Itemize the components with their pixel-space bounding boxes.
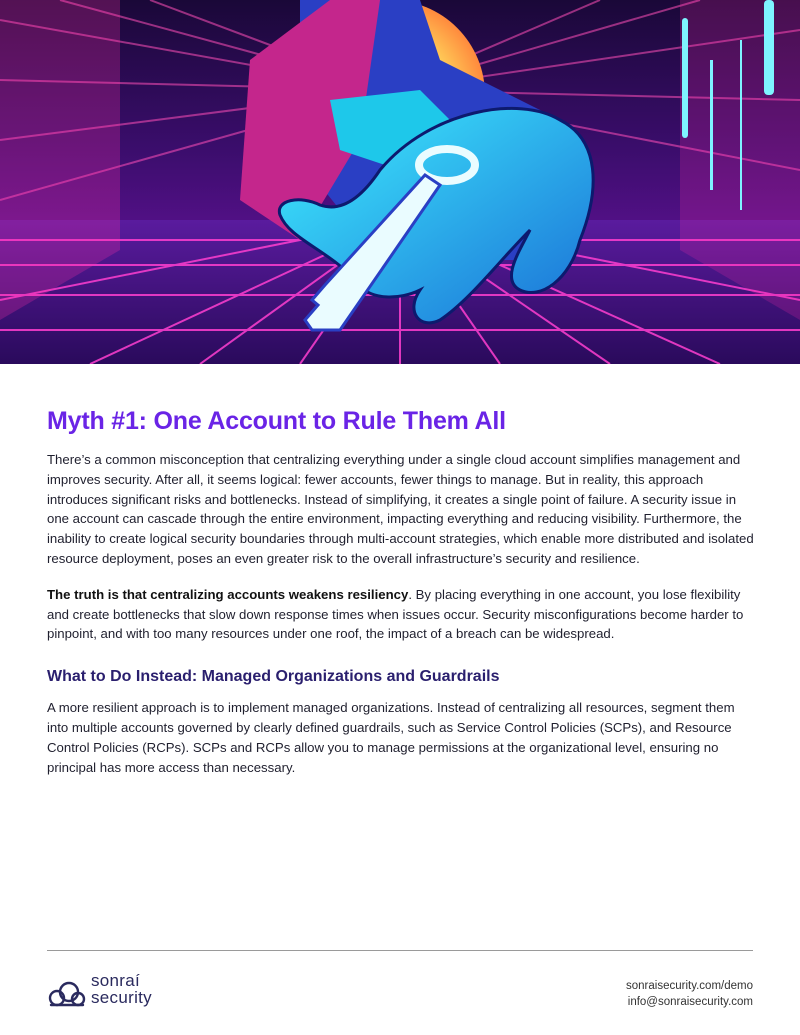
logo-wordmark-bottom: security	[91, 988, 152, 1007]
truth-statement: The truth is that centralizing accounts weakens resiliency	[47, 586, 409, 602]
article-title: Myth #1: One Account to Rule Them All	[47, 407, 506, 435]
paragraph-intro: There’s a common misconception that centralizing everything under a single cloud account simplifies management and improves security. After all, it seems logical: fewer accounts, fewer things to manage. But in reality, this approach introduces significant risks and bottlenecks. Instead of simplifying, it creates a single point of failure. A security issue in one account can cascade through the entire environment, impacting everything and reducing visibility. Furthermore, the inability to create logical security boundaries through multi-account strategies, which enable more distributed and isolated resource deployment, poses an even greater risk to the overall infrastructure’s security and resilience.	[47, 452, 754, 566]
email-link[interactable]: info@sonraisecurity.com	[627, 996, 753, 1008]
footer-divider	[47, 950, 753, 951]
contact-info	[626, 978, 753, 1010]
section-heading: What to Do Instead: Managed Organizations and Guardrails	[47, 668, 500, 686]
hero-illustration	[0, 0, 800, 364]
demo-link[interactable]: sonraisecurity.com/demo	[626, 980, 753, 992]
paragraph-truth	[47, 585, 757, 644]
logo-wordmark-top: sonraí	[91, 971, 141, 990]
article	[47, 404, 757, 793]
cloud-logo-icon	[47, 978, 87, 1010]
truth-detail: . By placing everything in one account, you lose flexibility and create bottlenecks that slow down response times when issues occur. Security misconfigurations become harder to pinpoint, and with too many resources under one roof, the impact of a breach can be widespread.	[47, 586, 744, 642]
paragraph-solution: A more resilient approach is to implement managed organizations. Instead of centralizing all resources, segment them into multiple accounts governed by clearly defined guardrails, such as Service Control Policies (SCPs), and Resource Control Policies (RCPs). SCPs and RCPs allow you to manage permissions at the organizational level, ensuring no principal has more access than necessary.	[47, 700, 735, 775]
sonrai-logo	[47, 972, 187, 1012]
